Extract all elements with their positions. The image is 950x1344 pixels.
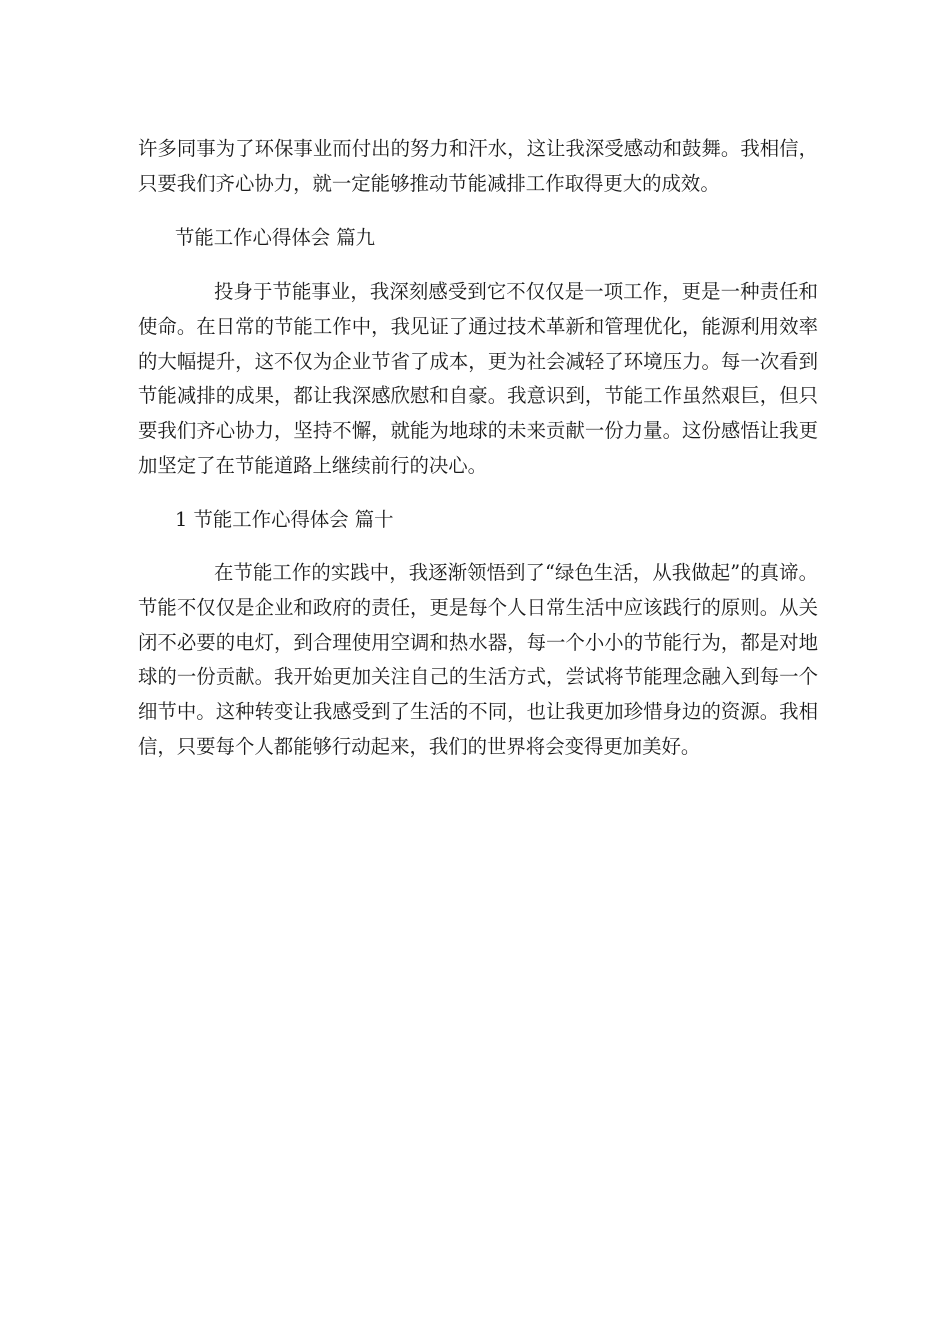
paragraph-line: 要我们齐心协力，坚持不懈，就能为地球的未来贡献一份力量。这份感悟让我更 [138, 419, 818, 442]
paragraph-line: 加坚定了在节能道路上继续前行的决心。 [138, 454, 488, 477]
paragraph-line: 许多同事为了环保事业而付出的努力和汗水，这让我深受感动和鼓舞。我相信， [138, 137, 818, 160]
paragraph-line: 细节中。这种转变让我感受到了生活的不同，也让我更加珍惜身边的资源。我相 [138, 700, 818, 723]
paragraph-line: 闭不必要的电灯，到合理使用空调和热水器，每一个小小的节能行为，都是对地 [138, 631, 818, 654]
paragraph-line: 球的一份贡献。我开始更加关注自己的生活方式，尝试将节能理念融入到每一个 [138, 665, 818, 688]
paragraph-line: 的大幅提升，这不仅为企业节省了成本，更为社会减轻了环境压力。每一次看到 [138, 350, 818, 373]
paragraph-line: 节能不仅仅是企业和政府的责任，更是每个人日常生活中应该践行的原则。从关 [138, 596, 818, 619]
section-heading-ten: 1 节能工作心得体会 篇十 [175, 508, 394, 531]
paragraph-line: 使命。在日常的节能工作中，我见证了通过技术革新和管理优化，能源利用效率 [138, 315, 818, 338]
paragraph-line: 在节能工作的实践中，我逐渐领悟到了“绿色生活，从我做起”的真谛。 [214, 561, 818, 584]
paragraph-line: 投身于节能事业，我深刻感受到它不仅仅是一项工作，更是一种责任和 [214, 280, 818, 303]
paragraph-line: 只要我们齐心协力，就一定能够推动节能减排工作取得更大的成效。 [138, 172, 720, 195]
paragraph-line: 信，只要每个人都能够行动起来，我们的世界将会变得更加美好。 [138, 735, 701, 758]
section-heading-nine: 节能工作心得体会 篇九 [175, 226, 376, 249]
paragraph-line: 节能减排的成果，都让我深感欣慰和自豪。我意识到，节能工作虽然艰巨，但只 [138, 384, 818, 407]
